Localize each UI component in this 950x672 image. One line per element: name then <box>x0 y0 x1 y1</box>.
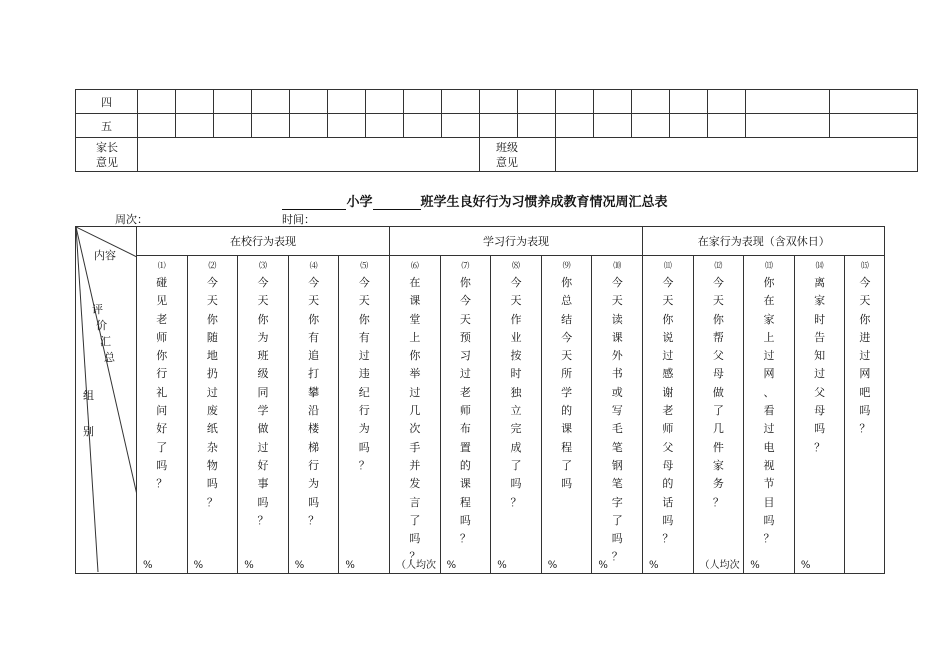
week-label: 周次： <box>115 213 148 226</box>
question-result-unit: % <box>750 560 760 571</box>
question-result-unit: （人均次 <box>699 560 740 571</box>
question-text: 今 天 你 帮 父 母 做 了 几 件 家 务 ？ <box>712 276 724 509</box>
question-number: ⑸ <box>360 261 369 270</box>
section-header-study: 学习行为表现 <box>390 227 643 256</box>
eval-label-3: 汇 <box>100 335 111 348</box>
page-title: 小学 班学生良好行为习惯养成教育情况周汇总表 <box>0 191 950 210</box>
table-cell <box>632 90 670 114</box>
parent-opinion-label: 家长 意见 <box>76 138 138 172</box>
question-cell <box>541 256 592 574</box>
table-cell <box>830 90 918 114</box>
weekly-summary-table <box>75 226 885 574</box>
question-text: 碰 见 老 师 你 行 礼 问 好 了 吗 ？ <box>156 276 168 491</box>
table-row <box>76 114 918 138</box>
table-cell <box>176 114 214 138</box>
question-cell <box>643 256 694 574</box>
table-cell <box>252 114 290 138</box>
question-cell <box>592 256 643 574</box>
question-result-unit: % <box>244 560 254 571</box>
question-number: ⑵ <box>208 261 217 270</box>
group-label-2: 别 <box>83 425 94 438</box>
table-row <box>76 90 918 114</box>
question-number: ⒁ <box>815 261 824 270</box>
content-label: 内容 <box>94 249 116 262</box>
table-cell <box>366 114 404 138</box>
question-result-unit: % <box>598 560 608 571</box>
question-cell <box>491 256 542 574</box>
eval-label-2: 价 <box>96 319 107 332</box>
class-opinion-label: 班级 意见 <box>480 138 556 172</box>
question-cell <box>440 256 491 574</box>
parent-opinion-field[interactable] <box>138 138 480 172</box>
table-cell <box>632 114 670 138</box>
question-text: 今 天 你 随 地 扔 过 废 纸 杂 物 吗 ？ <box>206 276 218 509</box>
table-cell <box>480 90 518 114</box>
question-number: ⑷ <box>309 261 318 270</box>
question-result-unit: % <box>446 560 457 571</box>
question-cell <box>288 256 339 574</box>
opinion-row <box>76 138 918 172</box>
table-cell <box>594 114 632 138</box>
question-number: ⑶ <box>258 261 267 270</box>
diagonal-header-cell <box>76 227 137 574</box>
question-text: 今 天 读 课 外 书 或 写 毛 笔 钢 笔 字 了 吗 ？ <box>611 276 623 564</box>
table-cell <box>290 114 328 138</box>
question-result-unit: % <box>294 560 305 571</box>
question-text: 你 在 家 上 过 网 、 看 过 电 视 节 目 吗 ？ <box>763 276 775 546</box>
question-number: ⑿ <box>714 261 723 270</box>
question-text: 今 天 你 有 追 打 攀 沿 楼 梯 行 为 吗 ？ <box>308 276 320 527</box>
question-result-unit: % <box>547 560 558 571</box>
question-result-unit: % <box>193 560 204 571</box>
row-label: 四 <box>76 90 138 114</box>
table-cell <box>594 90 632 114</box>
question-text: 你 今 天 预 习 过 老 师 布 置 的 课 程 吗 ？ <box>459 276 471 546</box>
table-cell <box>138 114 176 138</box>
table-cell <box>442 90 480 114</box>
section-header-home: 在家行为表现（含双休日） <box>643 227 885 256</box>
question-cell <box>845 256 885 574</box>
question-result-unit: % <box>497 560 507 571</box>
table-cell <box>746 90 830 114</box>
question-text: 你 总 结 今 天 所 学 的 课 程 了 吗 <box>561 276 573 491</box>
table-cell <box>556 114 594 138</box>
question-text: 离 家 时 告 知 过 父 母 吗 ？ <box>814 276 826 454</box>
table-cell <box>214 90 252 114</box>
question-text: 今 天 你 进 过 网 吧 吗 ？ <box>859 276 871 436</box>
question-text: 今 天 作 业 按 时 独 立 完 成 了 吗 ？ <box>510 276 522 509</box>
table-cell <box>670 90 708 114</box>
class-name-blank[interactable] <box>373 195 421 210</box>
school-name-blank[interactable] <box>282 195 346 210</box>
question-cell <box>137 256 188 574</box>
table-cell <box>518 90 556 114</box>
question-number: ⑽ <box>613 261 622 270</box>
section-header-school: 在校行为表现 <box>137 227 390 256</box>
question-cell <box>339 256 390 574</box>
eval-label-1: 评 <box>92 303 103 316</box>
question-cell <box>744 256 795 574</box>
question-row <box>76 256 885 574</box>
question-cell <box>794 256 845 574</box>
table-cell <box>480 114 518 138</box>
table-cell <box>366 90 404 114</box>
question-cell <box>238 256 289 574</box>
eval-label-4: 总 <box>104 351 115 364</box>
table-cell <box>830 114 918 138</box>
question-number: ⑴ <box>157 261 166 270</box>
question-text: 今 天 你 为 班 级 同 学 做 过 好 事 吗 ？ <box>257 276 269 527</box>
question-number: ⑺ <box>461 261 470 270</box>
time-label: 时间： <box>282 213 315 226</box>
question-number: ⒂ <box>860 261 869 270</box>
question-text: 今 天 你 说 过 感 谢 老 师 父 母 的 话 吗 ？ <box>662 276 674 546</box>
table-cell <box>328 114 366 138</box>
question-result-unit: % <box>345 560 355 571</box>
table-cell <box>252 90 290 114</box>
question-number: ⑼ <box>562 261 571 270</box>
question-number: ⑻ <box>512 261 520 270</box>
row-label: 五 <box>76 114 138 138</box>
table-cell <box>708 90 746 114</box>
weekly-record-table-continued <box>75 89 918 172</box>
question-number: ⑾ <box>663 261 672 270</box>
table-cell <box>328 90 366 114</box>
table-cell <box>746 114 830 138</box>
table-cell <box>670 114 708 138</box>
group-label-1: 组 <box>83 389 94 402</box>
question-cell <box>693 256 744 574</box>
question-result-unit: （人均次 <box>396 560 437 571</box>
question-text: 今 天 你 有 过 违 纪 行 为 吗 ？ <box>358 276 370 472</box>
table-cell <box>176 90 214 114</box>
table-cell <box>442 114 480 138</box>
table-cell <box>708 114 746 138</box>
table-cell <box>404 90 442 114</box>
question-text: 在 课 堂 上 你 举 过 几 次 手 并 发 言 了 吗 ？ <box>409 276 421 564</box>
class-opinion-field[interactable] <box>556 138 918 172</box>
question-result-unit: % <box>143 560 153 571</box>
question-result-unit: % <box>649 560 659 571</box>
question-number: ⒀ <box>765 261 774 270</box>
table-cell <box>290 90 328 114</box>
question-cell <box>390 256 441 574</box>
table-cell <box>214 114 252 138</box>
question-result-unit: % <box>800 560 811 571</box>
table-cell <box>518 114 556 138</box>
table-cell <box>138 90 176 114</box>
question-cell <box>187 256 238 574</box>
table-cell <box>404 114 442 138</box>
table-cell <box>556 90 594 114</box>
question-number: ⑹ <box>410 261 419 270</box>
